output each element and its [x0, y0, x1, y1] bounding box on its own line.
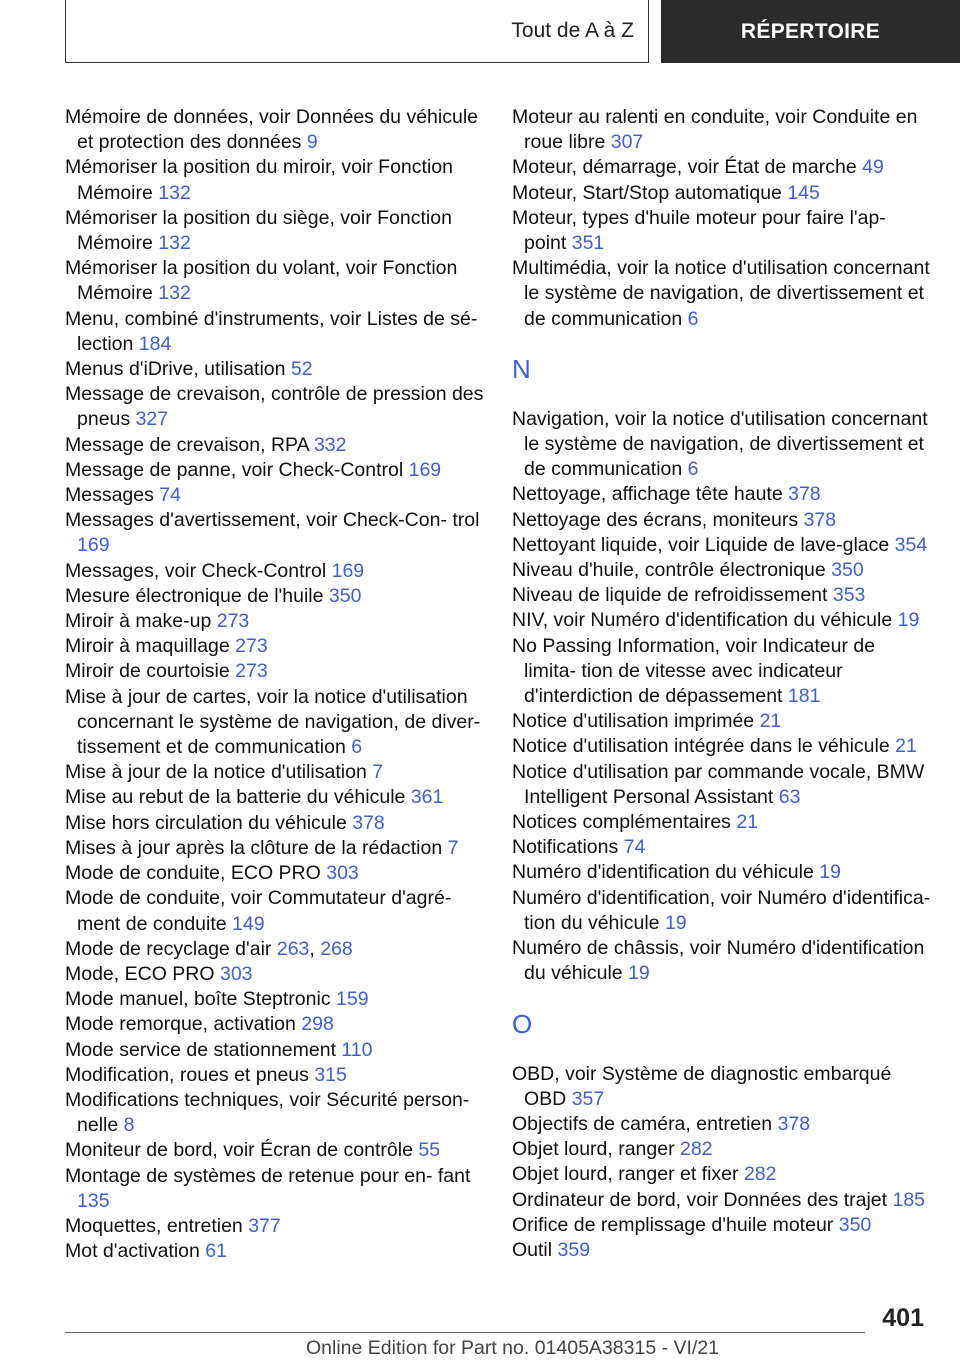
index-entry: [65, 584, 485, 609]
page-reference-link[interactable]: 21: [759, 710, 782, 733]
page-reference-link[interactable]: 268: [320, 937, 353, 960]
index-entry: [65, 1038, 485, 1063]
index-entry-text: Miroir de courtoisie: [65, 660, 230, 683]
index-entry: [512, 206, 932, 256]
page-reference-link[interactable]: 350: [838, 1213, 872, 1236]
index-entry: [512, 1137, 932, 1162]
index-entry: [512, 482, 932, 507]
index-entry: [65, 1239, 485, 1264]
index-entry: [512, 1162, 932, 1187]
index-entry-text: Numéro d'identification du véhicule: [512, 861, 814, 884]
index-entry-text: Mémoriser la position du siège, voir Fonction Mémoire: [65, 206, 452, 255]
page-reference-link[interactable]: 303: [326, 862, 359, 885]
index-entry: [512, 1062, 932, 1112]
index-entry: [65, 659, 485, 684]
index-entry-text: Miroir à maquillage: [65, 635, 230, 658]
index-entry-text: Mot d'activation: [65, 1240, 200, 1263]
index-entry-text: Mode de conduite, voir Commutateur d'agré‐ ment de conduite: [65, 887, 452, 935]
page-reference-link[interactable]: 74: [159, 484, 181, 507]
page-reference-link[interactable]: 378: [788, 483, 821, 506]
index-entry-text: Message de panne, voir Check-Control: [65, 458, 404, 481]
index-entry: [512, 1238, 932, 1263]
index-entry: [65, 785, 485, 810]
index-entry-text: Notice d'utilisation intégrée dans le véhicule: [512, 735, 890, 758]
index-entry: [65, 685, 485, 761]
index-entry: [65, 1164, 485, 1214]
section-tab[interactable]: [65, 0, 649, 63]
index-entry: [512, 810, 932, 835]
page-reference-link[interactable]: 361: [410, 786, 444, 809]
index-entry: [512, 1213, 932, 1238]
page-reference-link[interactable]: 19: [897, 609, 920, 632]
page-reference-link[interactable]: 6: [351, 736, 363, 759]
index-entry-text: Mise hors circulation du véhicule: [65, 811, 347, 834]
index-entry-text: Moteur au ralenti en conduite, voir Conduite en roue libre: [512, 106, 918, 154]
index-column-left: [65, 105, 485, 1264]
page-reference-link[interactable]: 61: [205, 1240, 227, 1263]
page-reference-link[interactable]: 350: [831, 559, 864, 582]
page-reference-link[interactable]: 273: [235, 660, 268, 683]
index-entry-text: Objet lourd, ranger et fixer: [512, 1163, 739, 1186]
index-entry-text: Modifications techniques, voir Sécurité person‐ nelle: [65, 1088, 470, 1137]
page-reference-link[interactable]: 332: [313, 433, 347, 456]
page-reference-link[interactable]: 303: [219, 962, 253, 985]
index-entry: [65, 886, 485, 936]
page-reference-link[interactable]: 8: [123, 1114, 135, 1137]
index-entry: [65, 962, 485, 987]
index-entry: [65, 559, 485, 584]
index-entry-text: Messages: [65, 484, 154, 507]
footer-divider: [65, 1332, 865, 1333]
page-reference-link[interactable]: 132: [158, 282, 191, 305]
page-reference-link[interactable]: 315: [314, 1063, 347, 1086]
page-reference-link[interactable]: 377: [248, 1214, 281, 1237]
index-entry-text: Mémoriser la position du miroir, voir Fonction Mémoire: [65, 156, 453, 204]
index-entry: [65, 256, 485, 306]
index-entry: [65, 433, 485, 458]
index-entry-text: Moniteur de bord, voir Écran de contrôle: [65, 1139, 413, 1162]
index-entry: [65, 634, 485, 659]
index-entry: [512, 634, 932, 710]
index-entry-text: Mise à jour de cartes, voir la notice d'utilisation concernant le système de navigation, de diver‐ tissement et de communication: [65, 685, 481, 759]
page-reference-link[interactable]: 7: [372, 761, 384, 784]
index-entry: [512, 1112, 932, 1137]
index-entry: [65, 609, 485, 634]
page-reference-link[interactable]: 378: [803, 508, 837, 531]
index-entry: [65, 1138, 485, 1163]
index-entry: [512, 583, 932, 608]
index-entry-text: Mémoriser la position du volant, voir Fonction Mémoire: [65, 257, 458, 305]
page-reference-link[interactable]: 19: [628, 962, 650, 985]
page-reference-link[interactable]: 359: [557, 1238, 591, 1261]
page-reference-link[interactable]: 263: [276, 937, 310, 960]
page-reference-link[interactable]: 149: [232, 912, 265, 935]
index-letter-heading: N: [512, 353, 531, 384]
index-entry-text: Objectifs de caméra, entretien: [512, 1112, 773, 1135]
index-entry-text: Navigation, voir la notice d'utilisation concernant le système de navigation, de divertissement et de communication: [512, 407, 928, 481]
page-reference-link[interactable]: 110: [341, 1038, 373, 1061]
page-header: [0, 0, 960, 64]
index-entry-text: Objet lourd, ranger: [512, 1138, 675, 1161]
page-reference-link[interactable]: 55: [418, 1139, 441, 1162]
page-reference-link[interactable]: 145: [787, 181, 820, 204]
page-reference-link[interactable]: 159: [336, 988, 369, 1011]
index-entry: [65, 483, 485, 508]
page-reference-link[interactable]: 169: [331, 559, 365, 582]
index-entry: [512, 734, 932, 759]
index-entry: [512, 709, 932, 734]
index-entry-text: Montage de systèmes de retenue pour en‐ fant: [65, 1164, 471, 1187]
page-reference-link[interactable]: 52: [290, 358, 313, 381]
index-entry: [65, 1063, 485, 1088]
page-reference-link[interactable]: 6: [687, 458, 699, 481]
footer-edition: Online Edition for Part no. 01405A38315 - VI/21: [306, 1337, 720, 1359]
section-tab-label: Tout de A à Z: [511, 19, 634, 42]
index-entry: [512, 860, 932, 885]
index-entry-text: Mode de conduite, ECO PRO: [65, 862, 321, 885]
page-reference-link[interactable]: 21: [895, 735, 917, 758]
index-entry-text: OBD, voir Système de diagnostic embarqué OBD: [512, 1062, 892, 1110]
index-entry: [65, 811, 485, 836]
page-reference-link[interactable]: 7: [447, 836, 459, 859]
index-entry-text: Messages d'avertissement, voir Check-Con‐ trol: [65, 509, 480, 532]
index-entry-text: Menus d'iDrive, utilisation: [65, 358, 286, 381]
index-entry-text: Nettoyage, affichage tête haute: [512, 483, 783, 506]
index-entry: [65, 105, 485, 155]
index-entry: [65, 508, 485, 558]
index-entry: [512, 936, 932, 986]
page-reference-link[interactable]: 298: [301, 1013, 334, 1036]
index-entry-text: Moteur, types d'huile moteur pour faire l'ap‐ point: [512, 206, 886, 255]
index-entry: [512, 155, 932, 180]
index-entry-text: NIV, voir Numéro d'identification du véhicule: [512, 609, 893, 632]
page-reference-link[interactable]: 354: [894, 533, 928, 556]
page-reference-link[interactable]: 378: [352, 811, 385, 834]
index-entry: [512, 407, 932, 483]
page-reference-link[interactable]: 273: [216, 610, 250, 633]
index-entry: [512, 558, 932, 583]
page-reference-link[interactable]: 19: [819, 861, 841, 884]
index-entry-text: Notifications: [512, 836, 619, 859]
page-reference-link[interactable]: 132: [158, 232, 191, 255]
page-reference-link[interactable]: 63: [778, 785, 801, 808]
index-entry-text: Nettoyage des écrans, moniteurs: [512, 508, 799, 531]
index-entry-text: Mémoire de données, voir Données du véhicule et protection des données: [65, 106, 478, 154]
index-entry-text: Mise à jour de la notice d'utilisation: [65, 761, 367, 784]
index-entry-text: Notices complémentaires: [512, 811, 731, 834]
page-reference-link[interactable]: 169: [408, 458, 442, 481]
page-reference-link[interactable]: 351: [571, 232, 605, 255]
page-reference-link[interactable]: 350: [328, 584, 362, 607]
page-reference-link[interactable]: 181: [787, 685, 821, 708]
index-entry-text: Miroir à make-up: [65, 610, 212, 633]
index-entry-text: Niveau de liquide de refroidissement: [512, 584, 828, 607]
index-entry: [65, 307, 485, 357]
index-entry-text: Mise au rebut de la batterie du véhicule: [65, 786, 406, 809]
page-reference-link[interactable]: 19: [664, 911, 687, 934]
index-entry: [512, 835, 932, 860]
index-entry: [512, 181, 932, 206]
index-entry-text: Mode de recyclage d'air: [65, 937, 272, 960]
index-entry-text: Orifice de remplissage d'huile moteur: [512, 1213, 834, 1236]
index-entry-text: Ordinateur de bord, voir Données des trajet: [512, 1188, 888, 1211]
index-entry: [512, 533, 932, 558]
index-entry-text: Mode, ECO PRO: [65, 962, 215, 985]
index-entry-text: Numéro de châssis, voir Numéro d'identification du véhicule: [512, 937, 925, 985]
index-entry-text: Messages, voir Check-Control: [65, 559, 327, 582]
index-column-right: [512, 105, 932, 1263]
index-entry-text: Outil: [512, 1238, 553, 1261]
index-entry: [65, 357, 485, 382]
page-reference-link[interactable]: 74: [623, 836, 646, 859]
repertoire-tab[interactable]: [661, 0, 960, 63]
index-entry: [65, 861, 485, 886]
index-entry-text: Mode service de stationnement: [65, 1038, 336, 1061]
page-reference-link[interactable]: 9: [306, 131, 318, 154]
index-entry-text: Mesure électronique de l'huile: [65, 584, 324, 607]
index-entry: [512, 508, 932, 533]
index-entry-text: Moteur, démarrage, voir État de marche: [512, 156, 857, 179]
page-reference-link[interactable]: 282: [680, 1138, 713, 1161]
index-entry-text: Multimédia, voir la notice d'utilisation concernant le système de navigation, de divertissement et de communication: [512, 257, 930, 330]
index-entry-text: Moquettes, entretien: [65, 1214, 243, 1237]
index-entry-text: Mode manuel, boîte Steptronic: [65, 988, 331, 1011]
index-entry: [512, 256, 932, 332]
page-reference-link[interactable]: 307: [610, 131, 644, 154]
index-entry-text: Mode remorque, activation: [65, 1013, 296, 1036]
page-reference-link[interactable]: 135: [77, 1189, 110, 1212]
page-reference-link[interactable]: 132: [158, 181, 191, 204]
page-reference-link[interactable]: 169: [77, 534, 110, 557]
page-reference-link[interactable]: 273: [235, 635, 268, 658]
index-entry: Mode de recyclage d'air 263, 268: [65, 937, 353, 960]
index-entry: [512, 608, 932, 633]
index-entry: [512, 105, 932, 155]
index-entry: [65, 760, 485, 785]
index-entry: [65, 155, 485, 205]
index-entry: [65, 206, 485, 256]
index-entry-text: Mises à jour après la clôture de la rédaction: [65, 836, 443, 859]
page-reference-link[interactable]: 185: [892, 1188, 926, 1211]
index-entry-text: Message de crevaison, contrôle de pression des pneus: [65, 383, 484, 431]
index-entry-text: Moteur, Start/Stop automatique: [512, 181, 782, 204]
index-entry: [65, 1088, 485, 1138]
index-entry-text: Notice d'utilisation imprimée: [512, 710, 755, 733]
index-entry-text: No Passing Information, voir Indicateur de limita‐ tion de vitesse avec indicateur d'interdiction de dépassement: [512, 634, 876, 708]
index-entry-text: Message de crevaison, RPA: [65, 433, 309, 456]
repertoire-tab-label: RÉPERTOIRE: [740, 19, 881, 43]
index-entry-text: Numéro d'identification, voir Numéro d'identifica‐ tion du véhicule: [512, 886, 931, 934]
index-entry-text: Modification, roues et pneus: [65, 1063, 309, 1086]
index-entry: [65, 1214, 485, 1239]
index-entry: [65, 987, 485, 1012]
index-entry: [65, 1012, 485, 1037]
page-reference-link[interactable]: 353: [832, 584, 866, 607]
page-number: 401: [882, 1304, 924, 1332]
index-entry: [65, 382, 485, 432]
page-reference-link[interactable]: 378: [777, 1112, 811, 1135]
page-reference-link[interactable]: 327: [135, 408, 169, 431]
index-entry-text: Menu, combiné d'instruments, voir Listes de sé‐ lection: [65, 307, 478, 355]
index-entry: [512, 760, 932, 810]
index-entry: [512, 1188, 932, 1213]
page-reference-link[interactable]: 357: [571, 1087, 605, 1110]
index-letter-heading: O: [512, 1008, 533, 1039]
page-reference-link[interactable]: 184: [138, 332, 172, 355]
index-entry-text: Niveau d'huile, contrôle électronique: [512, 559, 826, 582]
page-reference-link[interactable]: 282: [743, 1163, 777, 1186]
index-entry: [512, 886, 932, 936]
index-entry: [65, 458, 485, 483]
page-reference-link[interactable]: 21: [736, 811, 759, 834]
index-entry: [65, 836, 485, 861]
page-reference-link[interactable]: 49: [862, 156, 884, 179]
index-entry-text: Nettoyant liquide, voir Liquide de lave-glace: [512, 533, 890, 556]
page-reference-link[interactable]: 6: [687, 307, 699, 330]
index-entry-text: Notice d'utilisation par commande vocale, BMW Intelligent Personal Assistant: [512, 760, 925, 808]
